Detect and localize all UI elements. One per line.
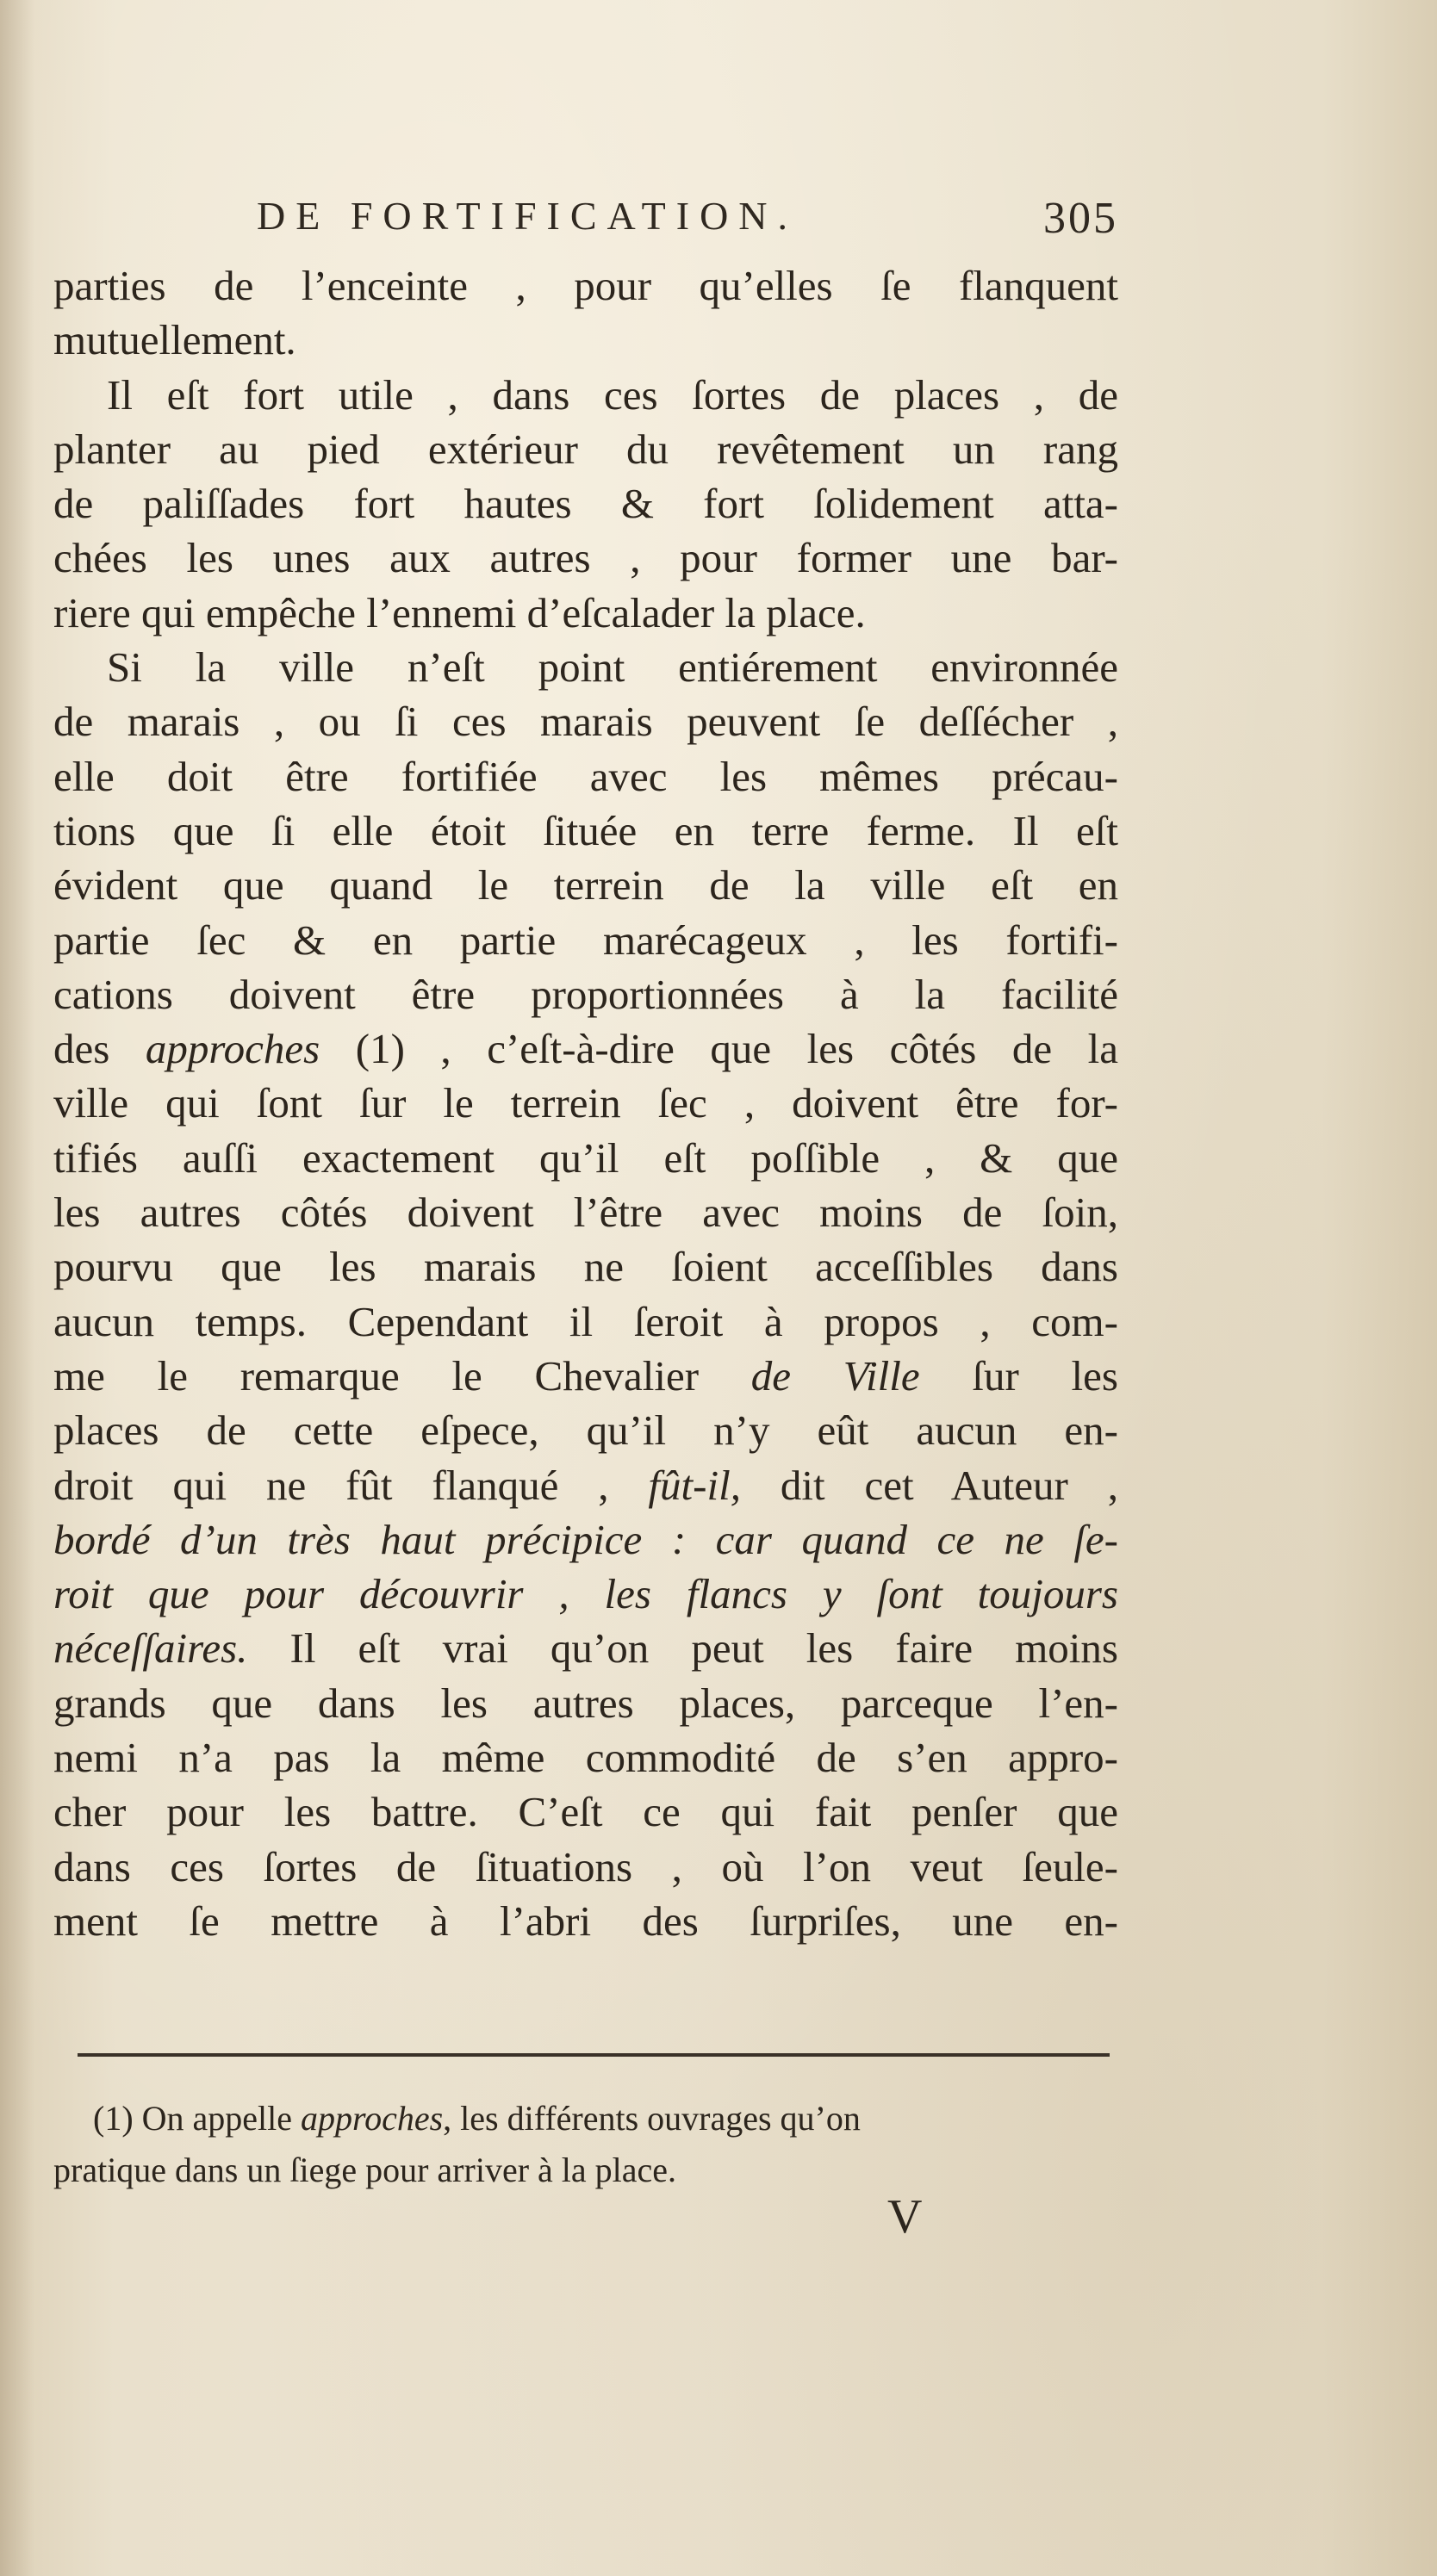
text-line: tions que ſi elle étoit ſituée en terre ferme. Il eſt <box>53 806 1118 854</box>
text-line: nemi n’a pas la même commodité de s’en appro- <box>53 1734 1118 1782</box>
text-line: ment ſe mettre à l’abri des ſurpriſes, une en- <box>53 1896 1118 1945</box>
footnote-rule <box>78 2053 1110 2057</box>
text-line: cher pour les battre. C’eſt ce qui fait penſer que <box>53 1788 1118 1836</box>
footnote-text: , les différents ouvrages qu’on <box>443 2099 861 2138</box>
italic-necessaires: néceſſaires. <box>53 1624 248 1673</box>
italic-de-ville: de Ville <box>750 1351 920 1400</box>
footnote-marker: (1) <box>93 2099 134 2138</box>
text-line-italic <box>53 1512 1118 1567</box>
line-end: ſur les <box>972 1351 1118 1400</box>
text-line: dans ces ſortes de ſituations , où l’on veut ſeule- <box>53 1842 1118 1890</box>
text-line: grands que dans les autres places, parceque l’en- <box>53 1679 1118 1727</box>
text-line-italic <box>53 1567 1118 1621</box>
page-header <box>257 193 1118 253</box>
text-line: cations doivent être proportionnées à la facilité <box>53 970 1118 1018</box>
italic-quote: roit que pour découvrir , les flancs y ſont toujours <box>53 1570 1118 1618</box>
text-line: les autres côtés doivent l’être avec moins de ſoin, <box>53 1189 1118 1237</box>
text-line: Il eſt fort utile , dans ces ſortes de places , de <box>107 370 1118 419</box>
footnote-text: On appelle <box>141 2099 293 2138</box>
word-des: des <box>53 1025 110 1073</box>
text-line: places de cette eſpece, qu’il n’y eût aucun en- <box>53 1406 1118 1455</box>
footnote-line-2: pratique dans un ſiege pour arriver à la place. <box>53 2151 677 2189</box>
footnote-line-1 <box>53 2093 1118 2145</box>
text-line-de-ville <box>53 1349 1118 1403</box>
line-rest: Il eſt vrai qu’on peut les faire moins <box>289 1624 1118 1673</box>
text-line: pourvu que les marais ne ſoient acceſſibles dans <box>53 1243 1118 1291</box>
page-number: 305 <box>1043 194 1118 243</box>
line-start: me le remarque le Chevalier <box>53 1351 700 1400</box>
text-line: elle doit être fortifiée avec les mêmes précau- <box>53 752 1118 800</box>
text-line: riere qui empêche l’ennemi d’eſcalader la place. <box>53 588 866 636</box>
footnote <box>53 2093 1118 2196</box>
body-text <box>53 258 1118 1948</box>
text-line: aucun temps. Cependant il ſeroit à propos , com- <box>53 1297 1118 1345</box>
line-start: droit qui ne fût flanqué , <box>53 1461 609 1509</box>
text-line: tifiés auſſi exactement qu’il eſt poſſible , & que <box>53 1133 1118 1182</box>
text-line: mutuellement. <box>53 316 296 364</box>
signature-mark: V <box>887 2190 923 2244</box>
text-line-necessaires <box>53 1621 1118 1675</box>
running-title: DE FORTIFICATION. <box>257 194 799 238</box>
footnote-italic: approches <box>301 2099 444 2138</box>
text-line: partie ſec & en partie marécageux , les fortifi- <box>53 916 1118 964</box>
text-line: ville qui ſont ſur le terrein ſec , doivent être for- <box>53 1079 1118 1127</box>
text-line: de marais , ou ſi ces marais peuvent ſe deſſécher , <box>53 698 1118 746</box>
text-line: Si la ville n’eſt point entiérement environnée <box>107 643 1118 692</box>
italic-fut-il: fût-il, <box>648 1461 741 1509</box>
italic-quote: bordé d’un très haut précipice : car quand ce ne ſe- <box>53 1515 1118 1563</box>
line-rest: (1) , c’eſt-à-dire que les côtés de la <box>355 1025 1119 1073</box>
text-line-fut-il <box>53 1458 1118 1512</box>
line-end: dit cet Auteur , <box>780 1461 1119 1509</box>
text-line: chées les unes aux autres , pour former une bar- <box>53 534 1118 582</box>
text-line-approches <box>53 1021 1118 1076</box>
italic-approches: approches <box>145 1025 320 1073</box>
text-line: parties de l’enceinte , pour qu’elles ſe flanquent <box>53 262 1118 309</box>
text-line: évident que quand le terrein de la ville eſt en <box>53 861 1118 909</box>
text-line: de paliſſades fort hautes & fort ſolidement atta- <box>53 480 1118 528</box>
text-line: planter au pied extérieur du revêtement un rang <box>53 425 1118 473</box>
